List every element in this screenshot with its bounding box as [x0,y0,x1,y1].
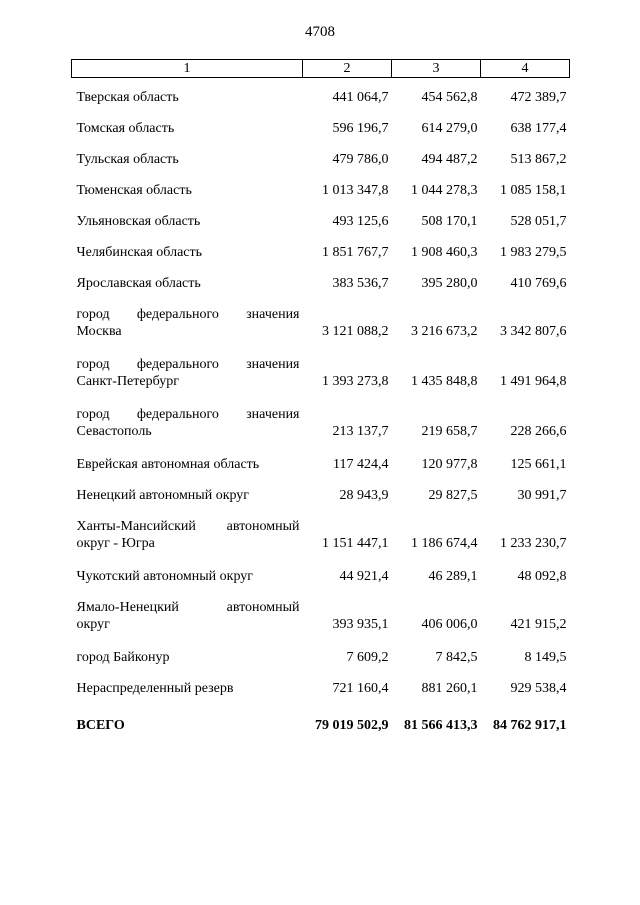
region-name-line-1: Ямало-Ненецкий автономный [76,600,300,615]
header-col-2: 2 [303,60,392,78]
table-row [72,78,570,110]
region-name: Ненецкий автономный округ [76,488,250,503]
value-col-3: 494 487,2 [421,152,478,167]
value-col-3: 29 827,5 [428,488,478,503]
value-col-2: 1 851 767,7 [322,245,389,260]
region-name: Томская область [76,121,175,136]
table-row [72,202,570,233]
value-col-3: 7 842,5 [435,650,478,665]
value-col-3: 508 170,1 [421,214,478,229]
value-col-2: 441 064,7 [332,90,389,105]
value-col-2: 1 393 273,8 [322,374,389,389]
region-name: Ульяновская область [76,214,201,229]
value-col-4: 1 491 964,8 [500,374,567,389]
value-col-2: 596 196,7 [332,121,389,136]
total-col-3: 81 566 413,3 [404,718,478,733]
value-col-4: 8 149,5 [524,650,567,665]
table-row [72,140,570,171]
region-name: Чукотский автономный округ [76,569,254,584]
value-col-4: 1 233 230,7 [500,536,567,551]
value-col-2: 493 125,6 [332,214,389,229]
value-col-4: 421 915,2 [510,617,567,632]
table-row [72,233,570,264]
region-name: Еврейская автономная область [76,457,260,472]
table-body [72,78,570,735]
region-name: Тюменская область [76,183,192,198]
value-col-4: 1 085 158,1 [500,183,567,198]
region-name-line-2: округ [76,617,110,632]
region-name [72,345,303,395]
value-col-4: 410 769,6 [510,276,567,291]
value-col-4: 48 092,8 [517,569,567,584]
header-col-4: 4 [481,60,570,78]
value-col-2: 7 609,2 [346,650,389,665]
value-col-3: 1 908 460,3 [411,245,478,260]
table-row [72,638,570,669]
table-row [72,476,570,507]
value-col-4: 125 661,1 [510,457,567,472]
region-name [72,395,303,445]
region-name-line-2: Москва [76,324,122,339]
header-row [72,60,570,78]
value-col-3: 3 216 673,2 [411,324,478,339]
region-name-line-1: город федерального значения [76,357,300,372]
value-col-2: 479 786,0 [332,152,389,167]
table-row [72,109,570,140]
header-col-3: 3 [392,60,481,78]
value-col-4: 30 991,7 [517,488,567,503]
table-row [72,171,570,202]
value-col-2: 3 121 088,2 [322,324,389,339]
table-row [72,264,570,295]
table-row [72,507,570,557]
region-name: Тульская область [76,152,179,167]
table-row [72,445,570,476]
value-col-3: 881 260,1 [421,681,478,696]
value-col-3: 219 658,7 [421,424,478,439]
value-col-2: 117 424,4 [333,457,389,472]
region-name: город Байконур [76,650,170,665]
region-name-line-1: Ханты-Мансийский автономный [76,519,300,534]
value-col-2: 721 160,4 [332,681,389,696]
region-name-line-1: город федерального значения [76,307,300,322]
value-col-2: 28 943,9 [339,488,389,503]
region-name: Ярославская область [76,276,201,291]
value-col-4: 929 538,4 [510,681,567,696]
value-col-4: 472 389,7 [510,90,567,105]
region-name [72,295,303,345]
value-col-3: 1 186 674,4 [411,536,478,551]
value-col-3: 406 006,0 [421,617,478,632]
page-number: 4708 [305,24,335,40]
value-col-4: 513 867,2 [510,152,567,167]
value-col-2: 393 935,1 [332,617,389,632]
region-name-line-2: Севастополь [76,424,152,439]
region-name: Челябинская область [76,245,202,260]
value-col-3: 454 562,8 [421,90,478,105]
region-name: Тверская область [76,90,179,105]
table-row [72,557,570,588]
total-label: ВСЕГО [76,718,125,733]
value-col-4: 228 266,6 [510,424,567,439]
region-name-line-1: город федерального значения [76,407,300,422]
table-header [72,60,570,78]
budget-table-container [71,59,569,734]
value-col-2: 1 151 447,1 [322,536,389,551]
value-col-3: 1 435 848,8 [411,374,478,389]
region-name-line-2: округ - Югра [76,536,155,551]
value-col-2: 44 921,4 [339,569,389,584]
value-col-4: 638 177,4 [510,121,567,136]
value-col-3: 1 044 278,3 [411,183,478,198]
value-col-2: 1 013 347,8 [322,183,389,198]
value-col-3: 46 289,1 [428,569,478,584]
region-name [72,588,303,638]
region-name [72,507,303,557]
table-row [72,345,570,395]
value-col-4: 1 983 279,5 [500,245,567,260]
header-col-1: 1 [72,60,303,78]
value-col-3: 120 977,8 [421,457,478,472]
value-col-3: 395 280,0 [421,276,478,291]
value-col-3: 614 279,0 [421,121,478,136]
value-col-2: 383 536,7 [332,276,389,291]
value-col-4: 528 051,7 [510,214,567,229]
total-col-2: 79 019 502,9 [315,718,389,733]
table-row [72,295,570,345]
total-row [72,700,570,734]
value-col-2: 213 137,7 [332,424,389,439]
value-col-4: 3 342 807,6 [500,324,567,339]
table-row [72,669,570,700]
total-col-4: 84 762 917,1 [493,718,567,733]
table-row [72,395,570,445]
table-row [72,588,570,638]
region-name: Нераспределенный резерв [76,681,234,696]
region-name-line-2: Санкт-Петербург [76,374,179,389]
budget-table [71,59,570,734]
